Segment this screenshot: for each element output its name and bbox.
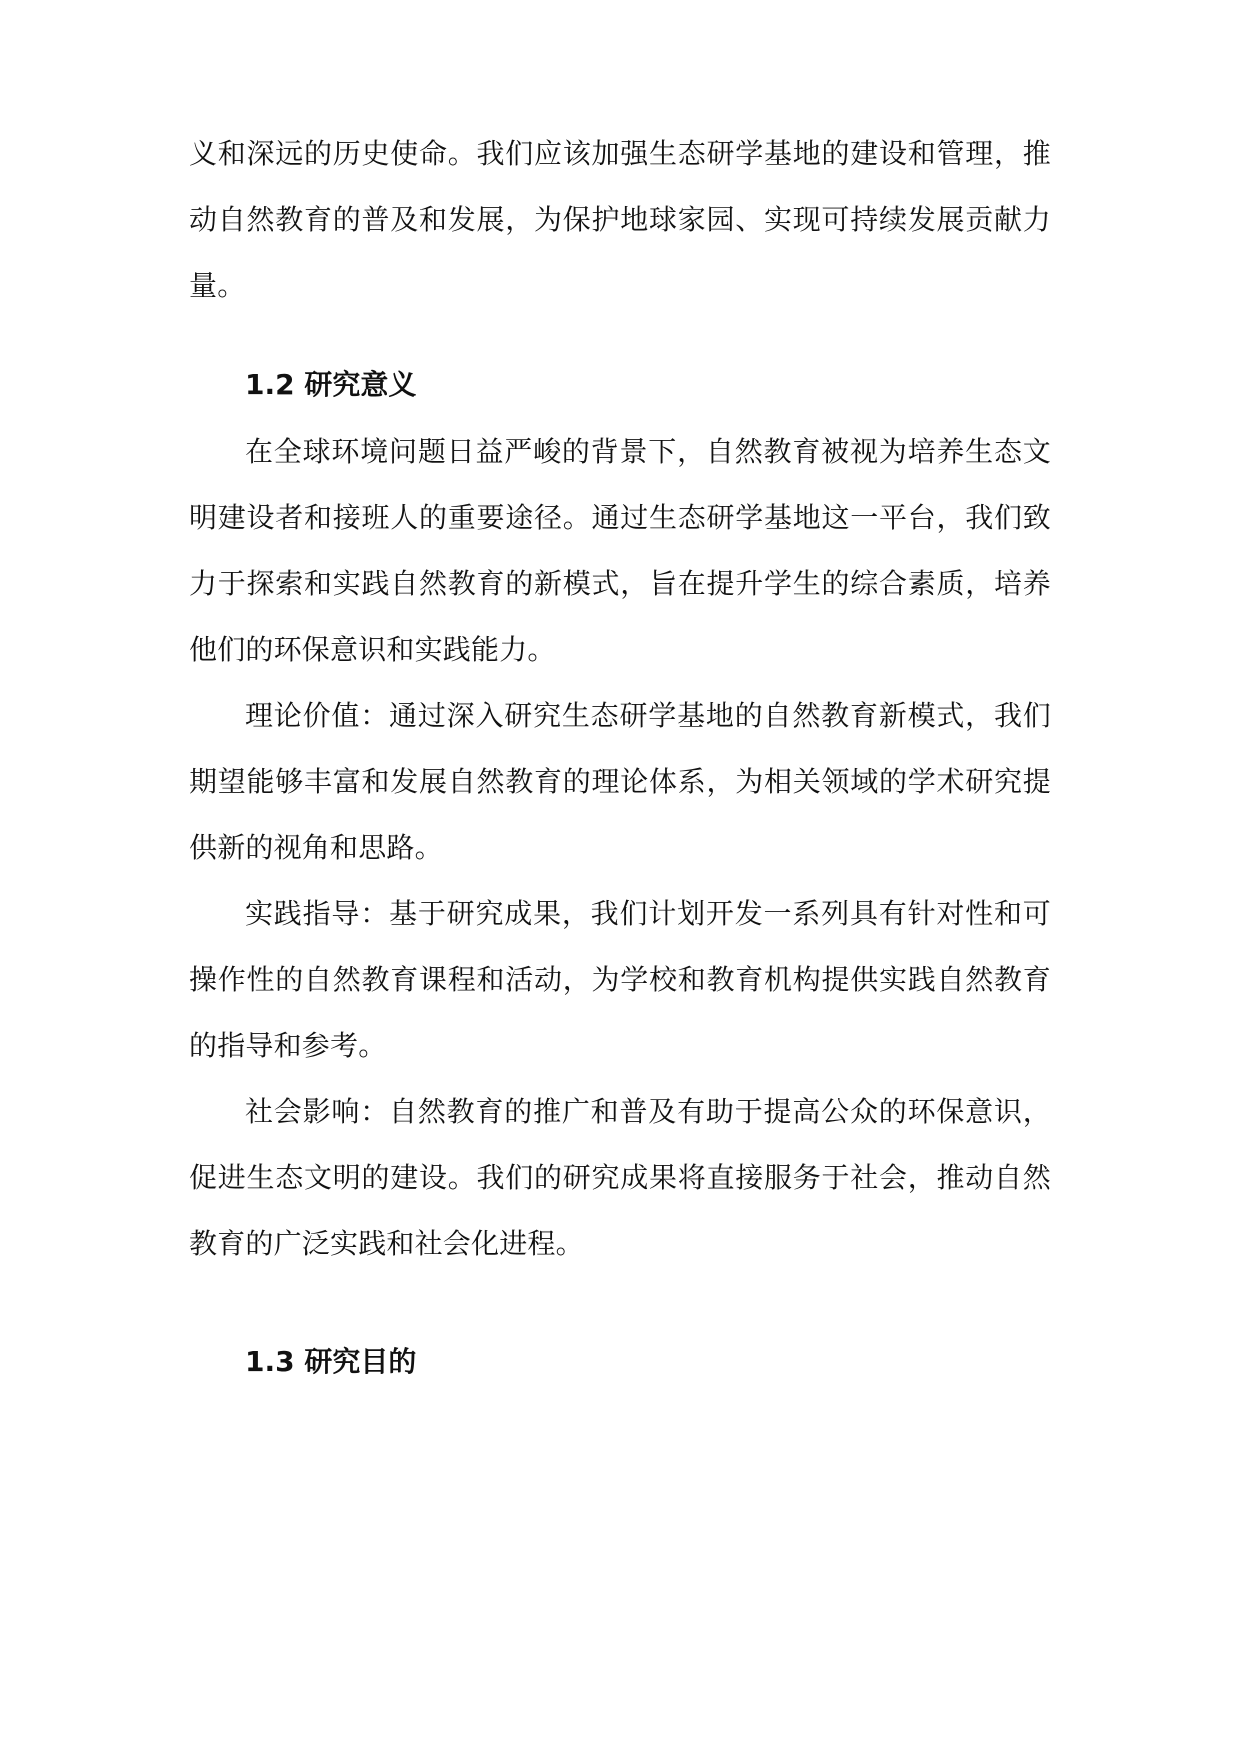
section-heading-1-3: 1.3 研究目的 [245,1345,417,1378]
paragraph-theory-value: 理论价值：通过深入研究生态研学基地的自然教育新模式，我们期望能够丰富和发展自然教育的理论体系，为相关领域的学术研究提供新的视角和思路。 [189,699,1051,864]
paragraph-social-impact: 社会影响：自然教育的推广和普及有助于提高公众的环保意识，促进生态文明的建设。我们的研究成果将直接服务于社会，推动自然教育的广泛实践和社会化进程。 [189,1095,1051,1260]
continued-paragraph: 义和深远的历史使命。我们应该加强生态研学基地的建设和管理，推动自然教育的普及和发展，为保护地球家园、实现可持续发展贡献力量。 [189,137,1051,302]
paragraph-intro: 在全球环境问题日益严峻的背景下，自然教育被视为培养生态文明建设者和接班人的重要途径。通过生态研学基地这一平台，我们致力于探索和实践自然教育的新模式，旨在提升学生的综合素质，培养他们的环保意识和实践能力。 [189,435,1051,666]
paragraph-practice-guidance: 实践指导：基于研究成果，我们计划开发一系列具有针对性和可操作性的自然教育课程和活动，为学校和教育机构提供实践自然教育的指导和参考。 [189,897,1051,1062]
section-heading-1-2: 1.2 研究意义 [245,368,417,401]
